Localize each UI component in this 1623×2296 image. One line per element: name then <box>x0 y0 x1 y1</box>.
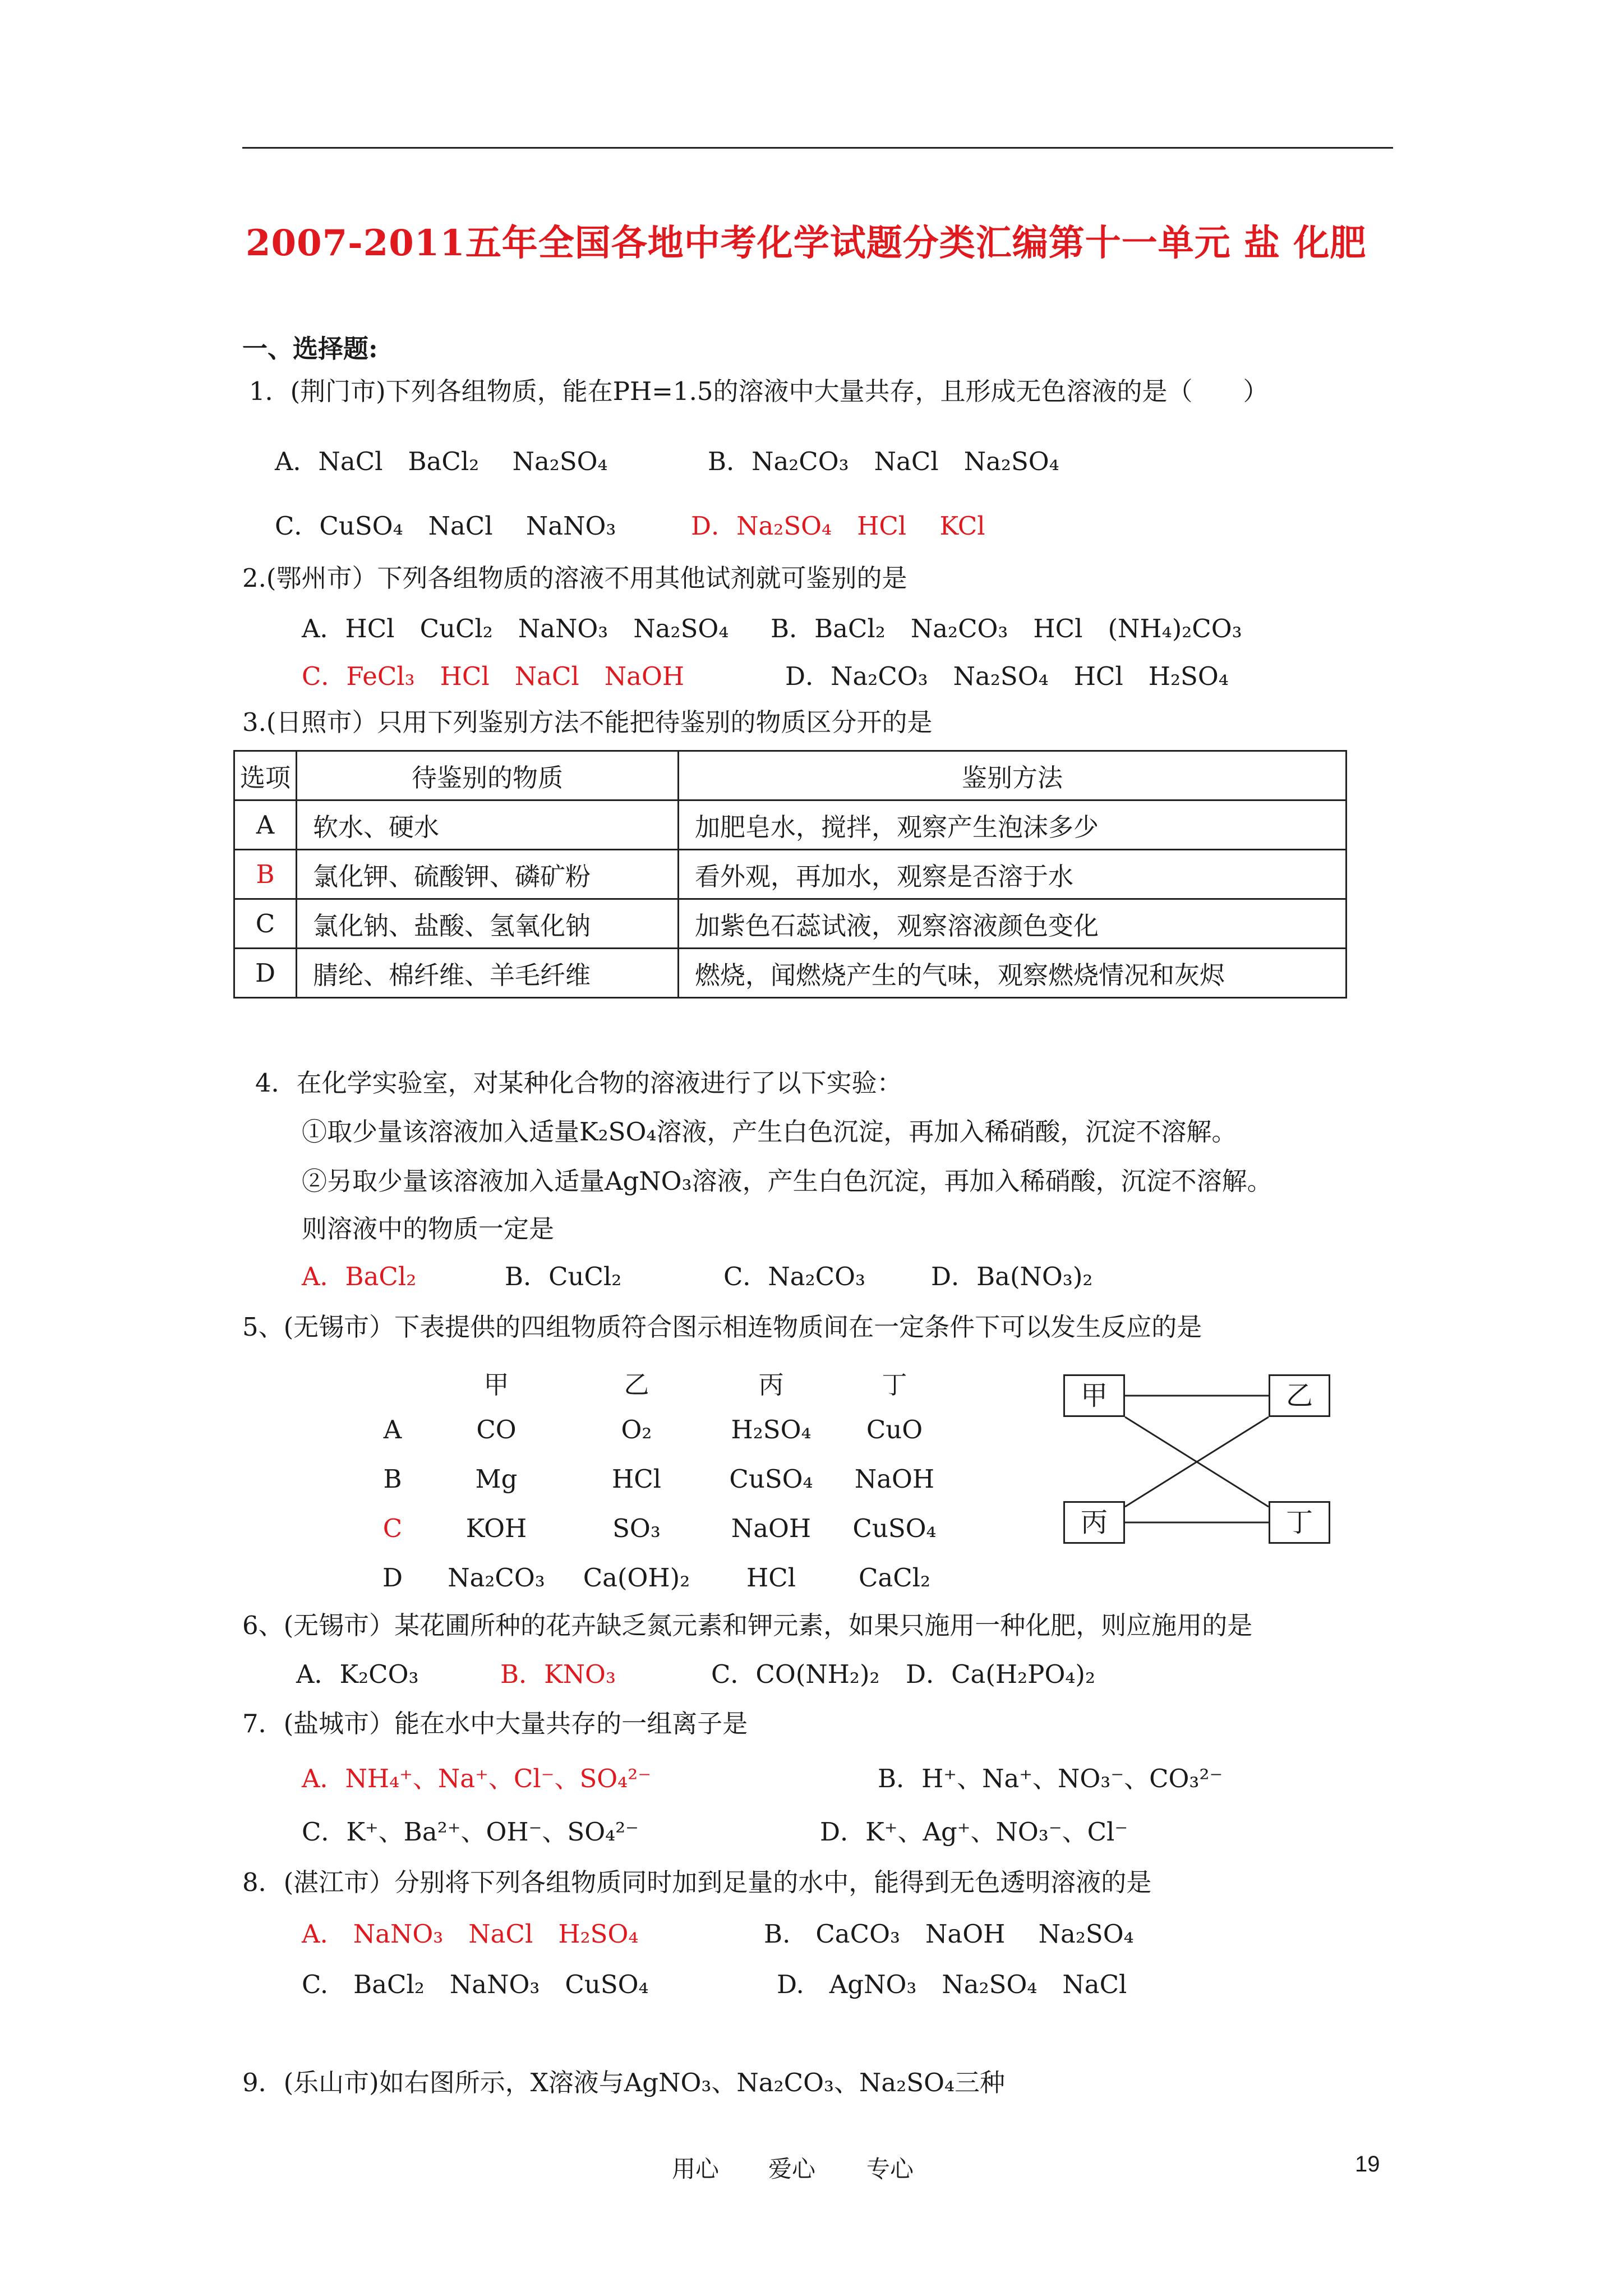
diagram-node-yi: 乙 <box>1269 1374 1330 1417</box>
q4-option-b: B．CuCl₂ <box>505 1262 622 1291</box>
q6-option-b-answer: B．KNO₃ <box>500 1659 616 1689</box>
table-header-cell: 选项 <box>234 751 297 800</box>
q5-col-header: 甲 <box>483 1370 509 1400</box>
table-cell: D <box>234 949 297 998</box>
q2-option-d: D．Na₂CO₃ Na₂SO₄ HCl H₂SO₄ <box>785 661 1229 691</box>
q7-option-c: C．K⁺、Ba²⁺、OH⁻、SO₄²⁻ <box>302 1817 639 1847</box>
q7-option-a-answer: A．NH₄⁺、Na⁺、Cl⁻、SO₄²⁻ <box>302 1764 651 1793</box>
q5-stem: 5、(无锡市）下表提供的四组物质符合图示相连物质间在一定条件下可以发生反应的是 <box>242 1312 1202 1342</box>
q5-col-header: 乙 <box>624 1370 649 1400</box>
q5-row-label: B <box>383 1464 402 1494</box>
table-row <box>234 850 1347 899</box>
q5-cell: CO <box>476 1415 517 1444</box>
q2-stem: 2.(鄂州市）下列各组物质的溶液不用其他试剂就可鉴别的是 <box>242 563 907 593</box>
q2-option-b: B．BaCl₂ Na₂CO₃ HCl (NH₄)₂CO₃ <box>771 614 1242 643</box>
q2-option-c-answer: C．FeCl₃ HCl NaCl NaOH <box>302 661 685 691</box>
q4-option-c: C．Na₂CO₃ <box>723 1262 866 1291</box>
q6-stem: 6、(无锡市）某花圃所种的花卉缺乏氮元素和钾元素，如果只施用一种化肥，则应施用的是 <box>242 1611 1253 1640</box>
q5-col-header: 丙 <box>758 1370 784 1400</box>
q5-col-header: 丁 <box>882 1370 907 1400</box>
table-cell: 腈纶、棉纤维、羊毛纤维 <box>297 949 679 998</box>
q4-option-a-answer: A．BaCl₂ <box>302 1262 417 1291</box>
table-cell: 燃烧，闻燃烧产生的气味，观察燃烧情况和灰烬 <box>679 949 1347 998</box>
q8-option-d: D. AgNO₃ Na₂SO₄ NaCl <box>777 1970 1127 1999</box>
header-rule <box>242 147 1393 149</box>
q7-option-d: D．K⁺、Ag⁺、NO₃⁻、Cl⁻ <box>820 1817 1128 1847</box>
q8-stem: 8．(湛江市）分别将下列各组物质同时加到足量的水中，能得到无色透明溶液的是 <box>242 1867 1152 1897</box>
q5-cell: NaOH <box>854 1464 935 1494</box>
q3-table <box>233 750 1347 999</box>
q5-cell: SO₃ <box>612 1513 661 1543</box>
diagram-node-jia: 甲 <box>1063 1374 1125 1417</box>
table-cell: A <box>234 800 297 850</box>
table-cell: 加肥皂水，搅拌，观察产生泡沫多少 <box>679 800 1347 850</box>
q6-option-a: A．K₂CO₃ <box>296 1659 419 1689</box>
section-heading: 一、选择题: <box>242 334 378 364</box>
table-cell: 软水、硬水 <box>297 800 679 850</box>
q1-option-a: A．NaCl BaCl₂ Na₂SO₄ <box>275 447 608 476</box>
diagram-node-bing: 丙 <box>1063 1501 1125 1544</box>
q9-stem: 9．(乐山市)如右图所示，X溶液与AgNO₃、Na₂CO₃、Na₂SO₄三种 <box>242 2068 1005 2097</box>
q8-option-a-answer: A. NaNO₃ NaCl H₂SO₄ <box>302 1919 639 1949</box>
footer-text: 爱心 <box>768 2155 816 2183</box>
q5-cell: H₂SO₄ <box>731 1415 811 1444</box>
table-header-cell: 鉴别方法 <box>679 751 1347 800</box>
q4-question: 则溶液中的物质一定是 <box>302 1214 555 1244</box>
q5-cell: KOH <box>465 1513 527 1543</box>
q3-stem: 3.(日照市）只用下列鉴别方法不能把待鉴别的物质区分开的是 <box>242 707 933 737</box>
table-cell: 氯化钾、硫酸钾、磷矿粉 <box>297 850 679 899</box>
q8-option-b: B. CaCO₃ NaOH Na₂SO₄ <box>764 1919 1134 1949</box>
table-row <box>234 899 1347 949</box>
q5-cell: HCl <box>746 1563 796 1593</box>
q4-option-d: D．Ba(NO₃)₂ <box>931 1262 1093 1291</box>
q5-cell: CuO <box>866 1415 923 1444</box>
diagram-node-ding: 丁 <box>1269 1501 1330 1544</box>
q5-cell: Mg <box>475 1464 518 1494</box>
q4-stem: 4．在化学实验室，对某种化合物的溶液进行了以下实验： <box>255 1068 902 1098</box>
table-cell: C <box>234 899 297 949</box>
reaction-diagram <box>1063 1364 1344 1555</box>
table-cell-answer: B <box>234 850 297 899</box>
table-header-row <box>234 751 1347 800</box>
table-cell: 加紫色石蕊试液，观察溶液颜色变化 <box>679 899 1347 949</box>
q5-row-label: A <box>383 1415 402 1444</box>
page-number: 19 <box>1355 2152 1380 2177</box>
q5-cell: CaCl₂ <box>858 1563 931 1593</box>
q5-row-label: D <box>382 1563 403 1593</box>
q5-cell: HCl <box>611 1464 662 1494</box>
q6-option-c: C．CO(NH₂)₂ <box>711 1659 880 1689</box>
q7-stem: 7．(盐城市）能在水中大量共存的一组离子是 <box>242 1709 748 1738</box>
q5-cell: Na₂CO₃ <box>448 1563 545 1593</box>
q7-option-b: B．H⁺、Na⁺、NO₃⁻、CO₃²⁻ <box>878 1764 1223 1793</box>
q1-option-c: C．CuSO₄ NaCl NaNO₃ <box>275 511 616 541</box>
q5-cell: CuSO₄ <box>729 1464 813 1494</box>
table-row <box>234 800 1347 850</box>
q1-stem: 1．(荆门市)下列各组物质，能在PH=1.5的溶液中大量共存，且形成无色溶液的是（ ） <box>249 376 1269 406</box>
table-row <box>234 949 1347 998</box>
q5-cell: CuSO₄ <box>852 1513 937 1543</box>
q5-cell: NaOH <box>731 1513 811 1543</box>
q1-option-d-answer: D．Na₂SO₄ HCl KCl <box>691 511 985 541</box>
q6-option-d: D．Ca(H₂PO₄)₂ <box>906 1659 1095 1689</box>
page-title: 2007-2011五年全国各地中考化学试题分类汇编第十一单元 盐 化肥 <box>246 222 1367 264</box>
footer-text: 专心 <box>866 2155 914 2183</box>
q5-cell: O₂ <box>621 1415 652 1444</box>
q5-row-label-answer: C <box>382 1513 403 1543</box>
q4-step1: ①取少量该溶液加入适量K₂SO₄溶液，产生白色沉淀，再加入稀硝酸，沉淀不溶解。 <box>302 1117 1237 1147</box>
q4-step2: ②另取少量该溶液加入适量AgNO₃溶液，产生白色沉淀，再加入稀硝酸，沉淀不溶解。 <box>302 1166 1272 1196</box>
q1-option-b: B．Na₂CO₃ NaCl Na₂SO₄ <box>708 447 1059 476</box>
table-cell: 氯化钠、盐酸、氢氧化钠 <box>297 899 679 949</box>
q8-option-c: C. BaCl₂ NaNO₃ CuSO₄ <box>302 1970 649 1999</box>
q2-option-a: A．HCl CuCl₂ NaNO₃ Na₂SO₄ <box>302 614 729 643</box>
footer-text: 用心 <box>672 2155 720 2183</box>
table-cell: 看外观，再加水，观察是否溶于水 <box>679 850 1347 899</box>
table-header-cell: 待鉴别的物质 <box>297 751 679 800</box>
q5-cell: Ca(OH)₂ <box>583 1563 690 1593</box>
